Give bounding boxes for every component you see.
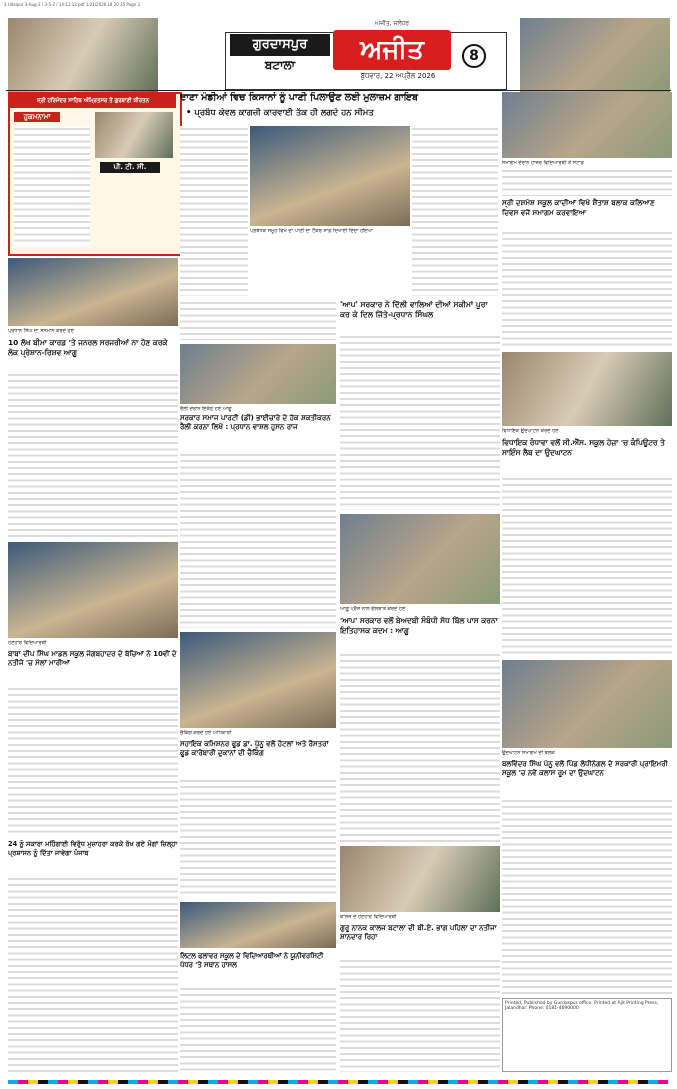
photo-caption: ਰੈਲੀ ਦੌਰਾਨ ਇਕੱਠੇ ਹੋਏ ਆਗੂ	[180, 406, 232, 412]
article-body	[502, 230, 672, 348]
photo-caption: ਉਦਘਾਟਨ ਸਮਾਗਮ ਦੀ ਝਲਕ	[502, 750, 555, 756]
print-info: 3 Udaipur 3-Aug-2 / 3-5-2 / 14:11:12 pdf 1/21/2026 L8 20 35 Page 3	[4, 2, 140, 7]
photo-school-students	[502, 92, 672, 158]
masthead-photo-left	[8, 18, 158, 92]
city-secondary: ਬਟਾਲਾ	[264, 58, 296, 72]
ad-title: ਸ੍ਰੀ ਹਰਿਮੰਦਰ ਸਾਹਿਬ ਅੰਮ੍ਰਿਤਸਰ ਤੋਂ ਗੁਰਬਾਣੀ ਕੀਰਤਨ	[10, 94, 176, 108]
imprint-box: Printed, Published by Gurdaspur office. Printed at Ajit Printing Press, Jalandhar. Phone: 0181-4690000	[502, 998, 672, 1072]
ad-label-hukamnama: ਹੁਕਮਨਾਮਾ	[14, 112, 60, 122]
photo-classroom-inauguration	[502, 660, 672, 748]
photo-caption: ਪ੍ਰਬੰਧਕ ਸਮੂਹ ਵਿਖੇ ਦਾ ਪਾਣੀ ਦਾ ਟੈਂਕਰ ਸਾਫ਼ ਦਿਖਾਈ ਦਿੰਦਾ ਹੋਇਆ	[250, 228, 373, 234]
photo-caption: ਹੋਣਹਾਰ ਵਿਦਿਆਰਥੀ	[8, 640, 47, 646]
photo-water-tanker	[250, 126, 410, 226]
headline-price-rise-protest: 24 ਨੂੰ ਸਕਾਰਾ ਮਹਿੰਗਾਈ ਵਿਰੁੱਧ ਮੁਜ਼ਾਹਰਾ ਕਰਕੇ ਰੱਖ ਗਏ ਮੰਗਾਂ ਜ਼ਿਲ੍ਹਾ ਪ੍ਰਸ਼ਾਸਨ ਨੂੰ ਦਿੱਤਾ ਜਾਵੇਗਾ ਪੰਜਾਬ	[8, 840, 178, 857]
footer-strip	[0, 1077, 677, 1089]
article-body	[180, 986, 336, 1072]
article-body	[502, 798, 672, 994]
article-body	[340, 652, 500, 842]
headline-new-classroom: ਬਲਵਿੰਦਰ ਸਿੰਘ ਪੰਨੂ ਵਲੋਂ ਪਿੰਡ ਲੋਧੀਨੰਗਲ ਦੇ ਸਰਕਾਰੀ ਪ੍ਰਾਇਮਰੀ ਸਕੂਲ 'ਚ ਨਵੇਂ ਕਲਾਸ ਰੂਮ ਦਾ ਉਦਘਾਟਨ	[502, 760, 668, 778]
headline-party-rally: ਸਰਕਾਰ ਸਮਾਜ ਪਾਰਟੀ (ਡੀ) ਭਾਈਚਾਰੇ ਦੇ ਹੱਕ ਸ਼ਕਤੀਕਰਨ ਰੈਲੀ ਕਰਨਾ ਲਿਖੋ : ਪ੍ਰਧਾਨ ਵਾਸ਼ਲ ਹੁਸਨ ਰਾਜ	[180, 414, 331, 432]
photo-toppers	[8, 542, 178, 638]
photo-caption: ਚੈਕਿੰਗ ਕਰਦੇ ਹੋਏ ਅਧਿਕਾਰੀ	[180, 730, 232, 736]
masthead-photo-right	[520, 18, 670, 92]
article-body	[180, 300, 336, 340]
article-body	[180, 126, 248, 296]
headline-little-flower-school: ਲਿਟਲ ਫਲਾਵਰ ਸਕੂਲ ਦੇ ਵਿਦਿਆਰਥੀਆਂ ਨੇ ਯੂਨੀਵਰਸਿਟੀ ਪੱਧਰ 'ਤੇ ਸਥਾਨ ਹਾਸਲ	[180, 952, 324, 970]
city-primary: ਗੁਰਦਾਸਪੁਰ	[230, 34, 330, 56]
article-body	[502, 168, 672, 196]
article-body	[340, 334, 500, 510]
photo-caption: ਆਗੂ ਪ੍ਰੈੱਸ ਨਾਲ ਗੱਲਬਾਤ ਕਰਦੇ ਹੋਏ	[340, 606, 406, 612]
photo-caption: ਵਿਧਾਇਕ ਉਦਘਾਟਨ ਕਰਦੇ ਹੋਏ	[502, 428, 559, 434]
article-body	[340, 958, 500, 1072]
ad-label-ptc: ਪੀ. ਟੀ. ਸੀ.	[100, 162, 160, 173]
page-number: 8	[462, 44, 486, 68]
photo-caption: ਪ੍ਰਧਾਨ ਸਿੰਘ ਦਾ ਸਨਮਾਨ ਕਰਦੇ ਹੋਏ	[8, 328, 74, 334]
headline-food-inspection: ਸਹਾਇਕ ਕਮਿਸ਼ਨਰ ਫੂਡ ਡਾ. ਪੁੱਨੂ ਵਲੋਂ ਹੋਟਲਾਂ ਅਤੇ ਰੈਸਤਰਾਂ ਫੂਡ ਕਾਰੋਬਾਰੀ ਦੁਕਾਨਾਂ ਦੀ ਚੈਕਿੰਗ	[180, 740, 329, 758]
headline-water-mandis: ਦਾਣਾ ਮੰਡੀਆਂ ਵਿਚ ਕਿਸਾਨਾਂ ਨੂੰ ਪਾਣੀ ਪਿਲਾਉਣ ਲਈ ਮੁਲਾਜ਼ਮ ਗਾਇਬ	[180, 92, 418, 103]
subheadline-water-mandis: • ਪ੍ਰਬੰਧ ਕੇਵਲ ਕਾਗਜ਼ੀ ਕਾਰਵਾਈ ਤੱਕ ਹੀ ਲਗਦੇ ਹਨ ਸੀਮਤ	[186, 108, 374, 118]
article-body	[8, 686, 178, 836]
photo-caption: ਸਮਾਗਮ ਦੌਰਾਨ ਹਾਜ਼ਰ ਵਿਦਿਆਰਥੀ ਤੇ ਸਟਾਫ਼	[502, 160, 584, 166]
brand-tagline: ਅਜੀਤ, ਜਲੰਧਰ	[374, 20, 409, 27]
article-body	[180, 452, 336, 628]
issue-date: ਬੁੱਧਵਾਰ, 22 ਅਪ੍ਰੈਲ 2026	[360, 72, 436, 80]
photo-rally	[180, 344, 336, 404]
article-body	[180, 778, 336, 898]
article-body	[412, 126, 498, 296]
photo-lab-inauguration	[502, 352, 672, 426]
divider	[6, 90, 671, 91]
article-body	[502, 476, 672, 656]
color-registration-bar	[8, 1080, 668, 1084]
photo-school-toppers	[180, 902, 336, 948]
headline-mla-lab: ਵਿਧਾਇਕ ਰੰਧਾਵਾ ਵਲੋਂ ਸੀ.ਐੱਸ. ਸਕੂਲ ਹੇਜ਼ਾ 'ਚ ਕੰਪਿਊਟਰ ਤੇ ਸਾਇੰਸ ਲੈਬ ਦਾ ਉਦਘਾਟਨ	[502, 438, 665, 457]
ad-body	[14, 126, 90, 246]
headline-baba-deep-singh-school: ਬਾਬਾ ਦੀਪ ਸਿੰਘ ਮਾਡਲ ਸਕੂਲ ਜੰਗਬਹਾਦਰ ਦੇ ਬੱਚਿਆਂ ਨੇ 10ਵੀਂ ਦੇ ਨਤੀਜੇ 'ਚ ਮੱਲਾਂ ਮਾਰੀਆਂ	[8, 650, 177, 668]
photo-felicitation	[8, 258, 178, 326]
photo-caption: ਕਾਲਜ ਦੇ ਹੋਣਹਾਰ ਵਿਦਿਆਰਥੀ	[340, 914, 397, 920]
headline-dashmesh-school: ਸ੍ਰੀ ਦਸ਼ਮੇਸ਼ ਸਕੂਲ ਕਾਦੀਆਂ ਵਿਖੇ ਸ਼ੈਂਤਾਸ਼ ਬਲਾਕ ਕਲਿਆਣ ਦਿਵਸ ਵਜੋਂ ਸਮਾਗਮ ਕਰਵਾਇਆ	[502, 198, 655, 217]
photo-college-students	[340, 846, 500, 912]
headline-college-result: ਗੁਰੂ ਨਾਨਕ ਕਾਲਜ ਬਟਾਲਾ ਦੀ ਬੀ.ਏ. ਭਾਗ ਪਹਿਲਾ ਦਾ ਨਤੀਜਾ ਸ਼ਾਨਦਾਰ ਰਿਹਾ	[340, 924, 497, 942]
headline-aap-delhi-schemes: 'ਆਪ' ਸਰਕਾਰ ਨੇ ਦਿੱਲੀ ਵਾਲਿਆਂ ਦੀਆਂ ਸਕੀਮਾਂ ਪੂਰਾ ਕਰ ਕੇ ਦਿਲ ਜਿੱਤੇ-ਪ੍ਰਧਾਨ ਸਿੰਘਲ	[340, 300, 488, 320]
article-body	[8, 876, 178, 1072]
ad-photo-golden-temple	[95, 112, 173, 158]
brand-logo: ਅਜੀਤ	[333, 30, 451, 70]
headline-sacrilege-bill: 'ਆਪ' ਸਰਕਾਰ ਵਲੋਂ ਬੇਅਦਬੀ ਸੰਬੰਧੀ ਸੋਧ ਬਿੱਲ ਪਾਸ ਕਰਨਾ ਇਤਿਹਾਸਕ ਕਦਮ : ਆਗੂ	[340, 616, 498, 635]
photo-press-meet	[340, 514, 500, 604]
article-body	[8, 372, 178, 538]
photo-food-checking	[180, 632, 336, 728]
headline-insurance-card: 10 ਲੱਖ ਬੀਮਾ ਕਾਰਡ 'ਤੇ ਜਨਰਲ ਸਰਜਰੀਆਂ ਨਾ ਹੋਣ ਕਰਕੇ ਲੋਕ ਪ੍ਰੇਸ਼ਾਨ-ਰਿਸ਼ਵ ਆਗੂ	[8, 338, 168, 357]
